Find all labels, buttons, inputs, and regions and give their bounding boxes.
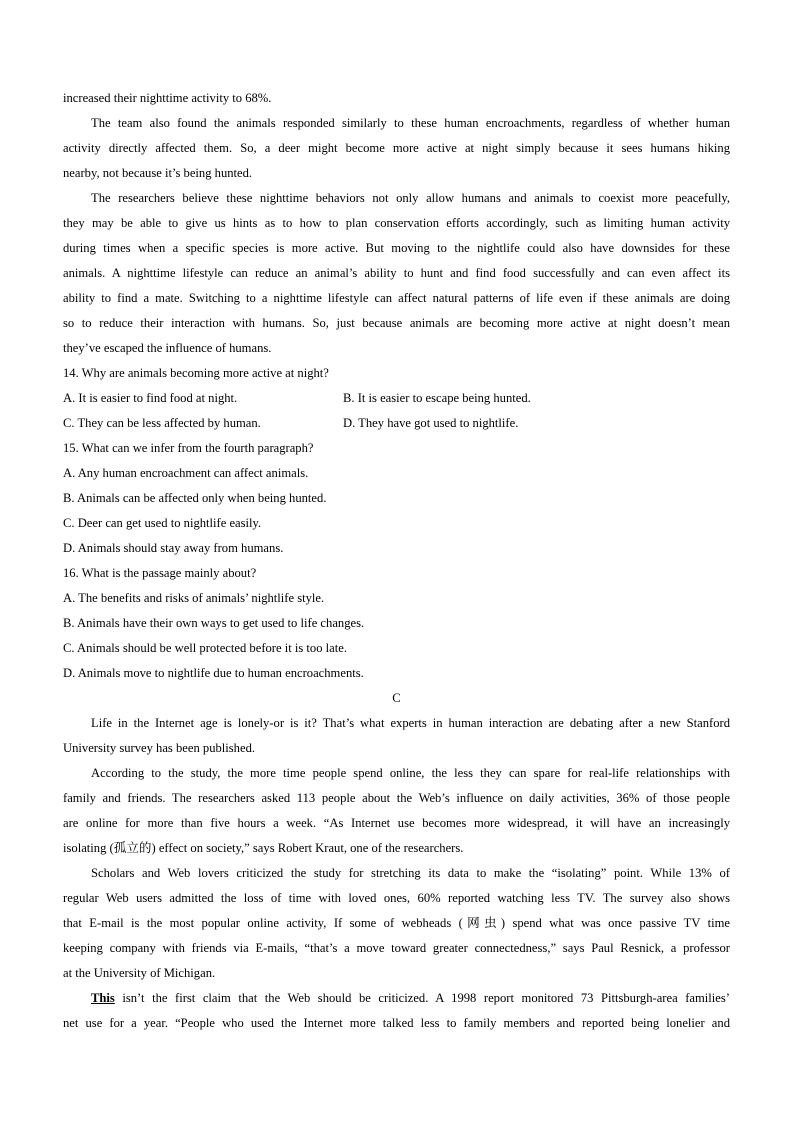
passage-c-line: Scholars and Web lovers criticized the study for stretching its data to make the “isolating” point. While 13% of — [91, 866, 730, 880]
passage-b-line: nearby, not because it’s being hunted. — [63, 166, 253, 180]
passage-c-heading: C — [392, 691, 401, 705]
exam-page — [63, 86, 730, 1036]
passage-c-line — [63, 986, 730, 1011]
passage-b-line: ability to find a mate. Switching to a nighttime lifestyle can affect natural patterns of life even if these animals are doing — [63, 291, 730, 305]
passage-c-line: regular Web users admitted the loss of time with loved ones, 60% reported watching less TV. The survey also shows — [63, 891, 730, 905]
passage-c-line: at the University of Michigan. — [63, 966, 216, 980]
question-14-stem: 14. Why are animals becoming more active at night? — [63, 366, 329, 380]
passage-c-line-rest: isn’t the first claim that the Web should be criticized. A 1998 report monitored 73 Pittsburgh-area families’ — [114, 991, 730, 1005]
passage-c-line: that E-mail is the most popular online activity, If some of webheads (网虫) spend what was once passive TV time — [63, 916, 730, 930]
passage-b-line: increased their nighttime activity to 68%. — [63, 91, 272, 105]
passage-b-line: activity directly affected them. So, a deer might become more active at night simply because it sees humans hiking — [63, 141, 730, 155]
option-b: B. Animals can be affected only when being hunted. — [63, 491, 327, 505]
question-14-options-row — [63, 411, 730, 436]
option-c: C. Animals should be well protected before it is too late. — [63, 641, 347, 655]
passage-b-line: The team also found the animals responded similarly to these human encroachments, regardless of whether human — [91, 116, 730, 130]
underlined-word-this: This — [91, 991, 115, 1005]
option-c: C. Deer can get used to nightlife easily. — [63, 516, 262, 530]
question-16-stem: 16. What is the passage mainly about? — [63, 566, 257, 580]
option-b: B. It is easier to escape being hunted. — [343, 391, 531, 405]
option-a: A. Any human encroachment can affect animals. — [63, 466, 309, 480]
passage-c-line: University survey has been published. — [63, 741, 256, 755]
option-d: D. They have got used to nightlife. — [343, 416, 519, 430]
passage-c-line: Life in the Internet age is lonely-or is it? That’s what experts in human interaction are debating after a new Stanford — [91, 716, 730, 730]
passage-b-line: during times when a specific species is more active. But moving to the nightlife could also have downsides for these — [63, 241, 730, 255]
passage-b-line: The researchers believe these nighttime behaviors not only allow humans and animals to coexist more peacefully, — [91, 191, 730, 205]
option-c: C. They can be less affected by human. — [63, 416, 261, 430]
option-a: A. It is easier to find food at night. — [63, 391, 238, 405]
passage-b-line: animals. A nighttime lifestyle can reduce an animal’s ability to hunt and find food successfully and can even affect its — [63, 266, 730, 280]
question-15-stem: 15. What can we infer from the fourth paragraph? — [63, 441, 314, 455]
passage-c-line: keeping company with friends via E-mails, “that’s a move toward greater connectedness,” says Paul Resnick, a professor — [63, 941, 730, 955]
passage-b-line: so to reduce their interaction with humans. So, just because animals are becoming more active at night doesn’t mean — [63, 316, 730, 330]
passage-c-line: net use for a year. “People who used the Internet more talked less to family members and reported being lonelier and — [63, 1016, 730, 1030]
passage-c-line: are online for more than five hours a week. “As Internet use becomes more widespread, it will have an increasingly — [63, 816, 730, 830]
option-a: A. The benefits and risks of animals’ nightlife style. — [63, 591, 325, 605]
passage-b-line: they’ve escaped the influence of humans. — [63, 341, 272, 355]
option-b: B. Animals have their own ways to get used to life changes. — [63, 616, 365, 630]
passage-b-line: they may be able to give us hints as to how to plan conservation efforts accordingly, such as limiting human activity — [63, 216, 730, 230]
passage-c-line: According to the study, the more time people spend online, the less they can spare for real-life relationships with — [91, 766, 730, 780]
passage-c-line: family and friends. The researchers asked 113 people about the Web’s influence on daily activities, 36% of those people — [63, 791, 730, 805]
option-d: D. Animals should stay away from humans. — [63, 541, 284, 555]
question-14-options-row — [63, 386, 730, 411]
option-d: D. Animals move to nightlife due to human encroachments. — [63, 666, 364, 680]
passage-c-line: isolating (孤立的) effect on society,” says Robert Kraut, one of the researchers. — [63, 841, 464, 855]
